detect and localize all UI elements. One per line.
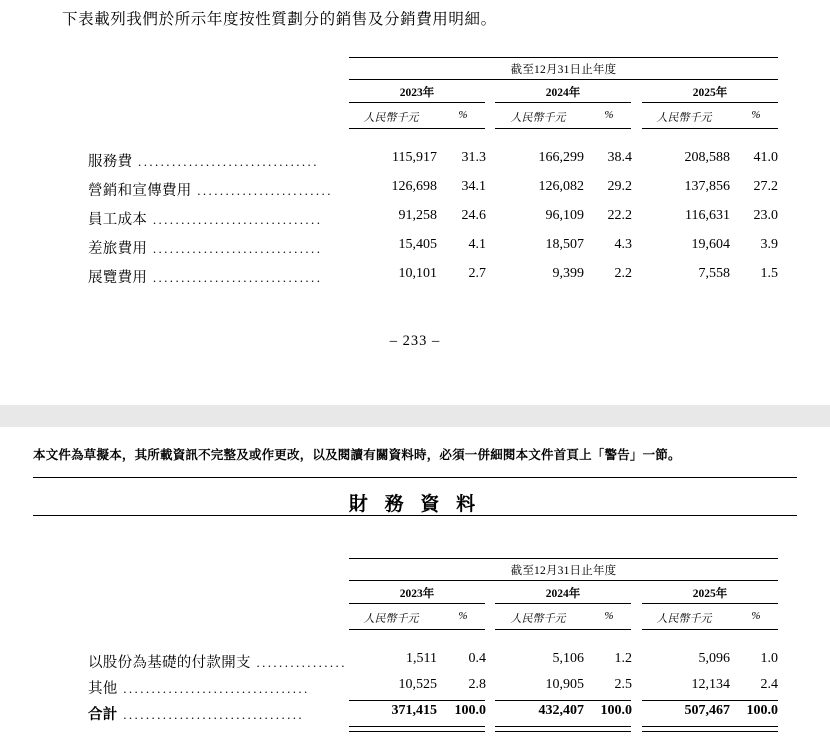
table-row-label (88, 179, 333, 200)
table-cell-value: 4.3 (614, 237, 632, 252)
table-cell-value: 126,082 (538, 179, 584, 194)
table-cell-value: 27.2 (753, 179, 778, 194)
table-one-unit-pct-2024: % (604, 109, 614, 121)
table-two-year-rule-2024 (495, 603, 631, 604)
table-cell-value: 100.0 (600, 703, 632, 718)
table-two-unit-rmb-2023: 人民幣千元 (363, 613, 419, 625)
table-cell-value: 9,399 (552, 266, 584, 281)
leader-dots: ................................ (132, 154, 319, 169)
table-cell-value: 1,511 (406, 651, 437, 666)
table-one-unit-rule-2024 (495, 128, 631, 129)
table-row-label (88, 651, 347, 672)
leader-dots: ................................. (117, 681, 310, 696)
table-cell-value: 2.7 (468, 266, 486, 281)
section-bottom-rule (33, 515, 797, 516)
table-one-top-rule (349, 57, 778, 58)
table-one-period-rule (349, 79, 778, 80)
table-cell-value: 96,109 (545, 208, 584, 223)
table-one-unit-pct-2025: % (751, 109, 761, 121)
table-row-label (88, 150, 319, 171)
table-cell-value: 115,917 (392, 150, 437, 165)
table-one-year-rule-2024 (495, 102, 631, 103)
total-row-top-rule-2 (642, 700, 778, 701)
table-cell-value: 116,631 (685, 208, 730, 223)
table-two-year-rule-2025 (642, 603, 778, 604)
table-cell-value: 2.5 (614, 677, 632, 692)
table-two-year-2023: 2023年 (399, 588, 435, 600)
section-top-rule (33, 477, 797, 478)
table-cell-value: 5,106 (552, 651, 584, 666)
table-two-unit-rule-2025 (642, 629, 778, 630)
table-one-year-rule-2025 (642, 102, 778, 103)
row-label-text: 合計 (88, 707, 118, 723)
table-two-year-rule-2023 (349, 603, 485, 604)
table-cell-value: 29.2 (607, 179, 632, 194)
table-cell-value: 34.1 (461, 179, 486, 194)
table-cell-value: 12,134 (691, 677, 730, 692)
table-cell-value: 10,101 (398, 266, 437, 281)
table-two-unit-rule-2023 (349, 629, 485, 630)
page-folio: – 233 – (389, 333, 441, 349)
table-cell-value: 208,588 (684, 150, 730, 165)
table-two-unit-rule-2024 (495, 629, 631, 630)
table-cell-value: 100.0 (454, 703, 486, 718)
total-row-double-rule-2-0 (642, 726, 778, 727)
total-row-double-rule-1-0 (495, 726, 631, 727)
draft-notice: 本文件為草擬本，其所載資訊不完整及或作更改，以及閱讀有關資料時，必須一併細閱本文件首頁上「警告」一節。 (33, 448, 681, 462)
table-cell-value: 507,467 (684, 703, 730, 718)
table-cell-value: 19,604 (691, 237, 730, 252)
table-one-year-2023: 2023年 (399, 87, 435, 99)
table-cell-value: 1.0 (760, 651, 778, 666)
table-two-unit-pct-2025: % (751, 610, 761, 622)
table-cell-value: 2.2 (614, 266, 632, 281)
table-two-period-header: 截至12月31日止年度 (510, 565, 617, 577)
table-cell-value: 10,905 (545, 677, 584, 692)
table-two-unit-pct-2024: % (604, 610, 614, 622)
table-one-unit-rmb-2024: 人民幣千元 (510, 112, 566, 124)
total-row-double-rule-1-1 (495, 731, 631, 732)
table-cell-value: 22.2 (607, 208, 632, 223)
row-label-text: 營銷和宣傳費用 (88, 183, 192, 199)
table-cell-value: 23.0 (753, 208, 778, 223)
intro-paragraph: 下表載列我們於所示年度按性質劃分的銷售及分銷費用明細。 (62, 11, 497, 28)
table-one-period-header: 截至12月31日止年度 (510, 64, 617, 76)
table-cell-value: 3.9 (760, 237, 778, 252)
table-cell-value: 15,405 (398, 237, 437, 252)
table-cell-value: 1.2 (614, 651, 632, 666)
table-one-year-rule-2023 (349, 102, 485, 103)
table-one-unit-pct-2023: % (458, 109, 468, 121)
leader-dots: ................ (250, 655, 347, 670)
table-one-unit-rule-2025 (642, 128, 778, 129)
table-cell-value: 31.3 (461, 150, 486, 165)
total-row-top-rule-1 (495, 700, 631, 701)
leader-dots: .............................. (147, 212, 323, 227)
table-one-unit-rmb-2025: 人民幣千元 (656, 112, 712, 124)
table-cell-value: 0.4 (468, 651, 486, 666)
table-cell-value: 166,299 (538, 150, 584, 165)
leader-dots: ................................ (117, 707, 305, 722)
leader-dots: .............................. (147, 270, 323, 285)
table-row-label (88, 237, 322, 258)
table-cell-value: 137,856 (684, 179, 730, 194)
table-cell-value: 4.1 (468, 237, 486, 252)
table-one-unit-rmb-2023: 人民幣千元 (363, 112, 419, 124)
table-cell-value: 2.4 (760, 677, 778, 692)
table-cell-value: 38.4 (607, 150, 632, 165)
table-two-year-2025: 2025年 (692, 588, 728, 600)
table-cell-value: 1.5 (760, 266, 778, 281)
table-two-period-rule (349, 580, 778, 581)
table-cell-value: 5,096 (698, 651, 730, 666)
row-label-text: 服務費 (88, 154, 133, 170)
total-row-double-rule-0-0 (349, 726, 485, 727)
total-row-double-rule-0-1 (349, 731, 485, 732)
leader-dots: .............................. (147, 241, 323, 256)
table-cell-value: 41.0 (753, 150, 778, 165)
total-row-top-rule-0 (349, 700, 485, 701)
table-row-label (88, 677, 310, 698)
leader-dots: ........................ (191, 183, 333, 198)
table-two-top-rule (349, 558, 778, 559)
table-cell-value: 432,407 (538, 703, 584, 718)
table-two-unit-rmb-2025: 人民幣千元 (656, 613, 712, 625)
table-one-year-2025: 2025年 (692, 87, 728, 99)
table-cell-value: 10,525 (398, 677, 437, 692)
table-two-year-2024: 2024年 (545, 588, 581, 600)
table-row-label (88, 703, 304, 724)
page-separator (0, 405, 830, 427)
table-two-unit-pct-2023: % (458, 610, 468, 622)
table-row-label (88, 266, 322, 287)
row-label-text: 其他 (88, 681, 118, 697)
table-cell-value: 371,415 (391, 703, 437, 718)
table-two-unit-rmb-2024: 人民幣千元 (510, 613, 566, 625)
row-label-text: 展覽費用 (88, 270, 148, 286)
row-label-text: 員工成本 (88, 212, 148, 228)
table-cell-value: 126,698 (391, 179, 437, 194)
section-title: 財 務 資 料 (348, 494, 482, 515)
table-one-unit-rule-2023 (349, 128, 485, 129)
table-cell-value: 24.6 (461, 208, 486, 223)
table-one-year-2024: 2024年 (545, 87, 581, 99)
table-cell-value: 7,558 (698, 266, 730, 281)
table-cell-value: 100.0 (746, 703, 778, 718)
table-row-label (88, 208, 322, 229)
table-cell-value: 2.8 (468, 677, 486, 692)
table-cell-value: 91,258 (398, 208, 437, 223)
row-label-text: 以股份為基礎的付款開支 (88, 655, 251, 671)
row-label-text: 差旅費用 (88, 241, 148, 257)
total-row-double-rule-2-1 (642, 731, 778, 732)
table-cell-value: 18,507 (545, 237, 584, 252)
